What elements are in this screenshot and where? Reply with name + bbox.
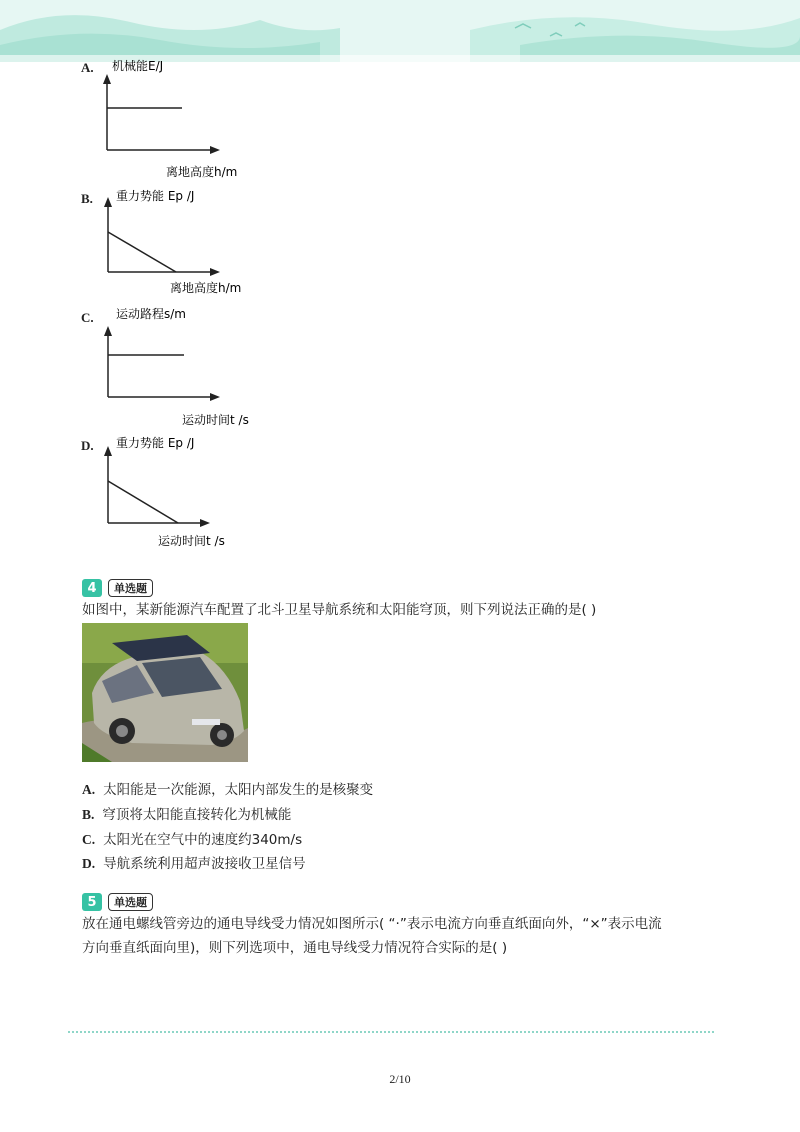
- page-number: 2/10: [389, 1072, 411, 1086]
- question-number-badge: 4: [82, 579, 102, 597]
- question-5-header: [82, 893, 153, 911]
- choice-letter: B.: [82, 807, 95, 822]
- option-b-ylabel: 重力势能 Ep /J: [116, 189, 195, 203]
- option-b-letter: B.: [81, 191, 93, 206]
- option-d-letter: D.: [81, 438, 94, 453]
- question-4-header: [82, 579, 153, 597]
- header-banner: [0, 0, 800, 62]
- choice-text: 太阳光在空气中的速度约340m/s: [103, 832, 303, 848]
- question-type-badge: 单选题: [108, 579, 153, 597]
- question-5-stem-line-2: 方向垂直纸面向里)，则下列选项中，通电导线受力情况符合实际的是( ): [82, 940, 508, 956]
- q4-choice-b[interactable]: [82, 803, 291, 823]
- option-b-line: [108, 232, 176, 272]
- option-b-xlabel: 离地高度h/m: [170, 281, 242, 295]
- option-a-letter: A.: [81, 60, 94, 75]
- question-4-stem: 如图中，某新能源汽车配置了北斗卫星导航系统和太阳能穹顶，则下列说法正确的是( ): [82, 602, 597, 618]
- option-a-graph: [96, 58, 266, 183]
- option-c-ylabel: 运动路程s/m: [116, 307, 186, 321]
- q4-choice-a[interactable]: [82, 778, 373, 798]
- q4-choice-d[interactable]: [82, 852, 306, 872]
- option-c-xlabel: 运动时间t /s: [182, 413, 249, 427]
- option-c-letter: C.: [81, 310, 94, 325]
- option-d-ylabel: 重力势能 Ep /J: [116, 436, 195, 450]
- question-number-badge: 5: [82, 893, 102, 911]
- q4-choice-c[interactable]: [82, 828, 302, 848]
- question-5-stem-line-1: 放在通电螺线管旁边的通电导线受力情况如图所示( “·”表示电流方向垂直纸面向外，“×”表示电流: [82, 916, 662, 932]
- footer-divider: [68, 1031, 714, 1033]
- choice-letter: C.: [82, 832, 96, 847]
- car-photo: [82, 623, 248, 762]
- option-b-graph: [96, 186, 271, 298]
- option-c-graph: [96, 305, 271, 430]
- option-a-xlabel: 离地高度h/m: [166, 165, 238, 179]
- choice-text: 导航系统利用超声波接收卫星信号: [103, 856, 306, 872]
- option-d-xlabel: 运动时间t /s: [158, 534, 225, 548]
- choice-text: 穹顶将太阳能直接转化为机械能: [102, 807, 292, 823]
- choice-letter: A.: [82, 782, 96, 797]
- question-5-stem: [82, 912, 722, 960]
- question-type-badge: 单选题: [108, 893, 153, 911]
- choice-text: 太阳能是一次能源，太阳内部发生的是核聚变: [103, 782, 374, 798]
- option-a-ylabel: 机械能E/J: [112, 59, 164, 73]
- option-d-line: [108, 481, 178, 523]
- option-d-graph: [96, 433, 271, 551]
- choice-letter: D.: [82, 856, 96, 871]
